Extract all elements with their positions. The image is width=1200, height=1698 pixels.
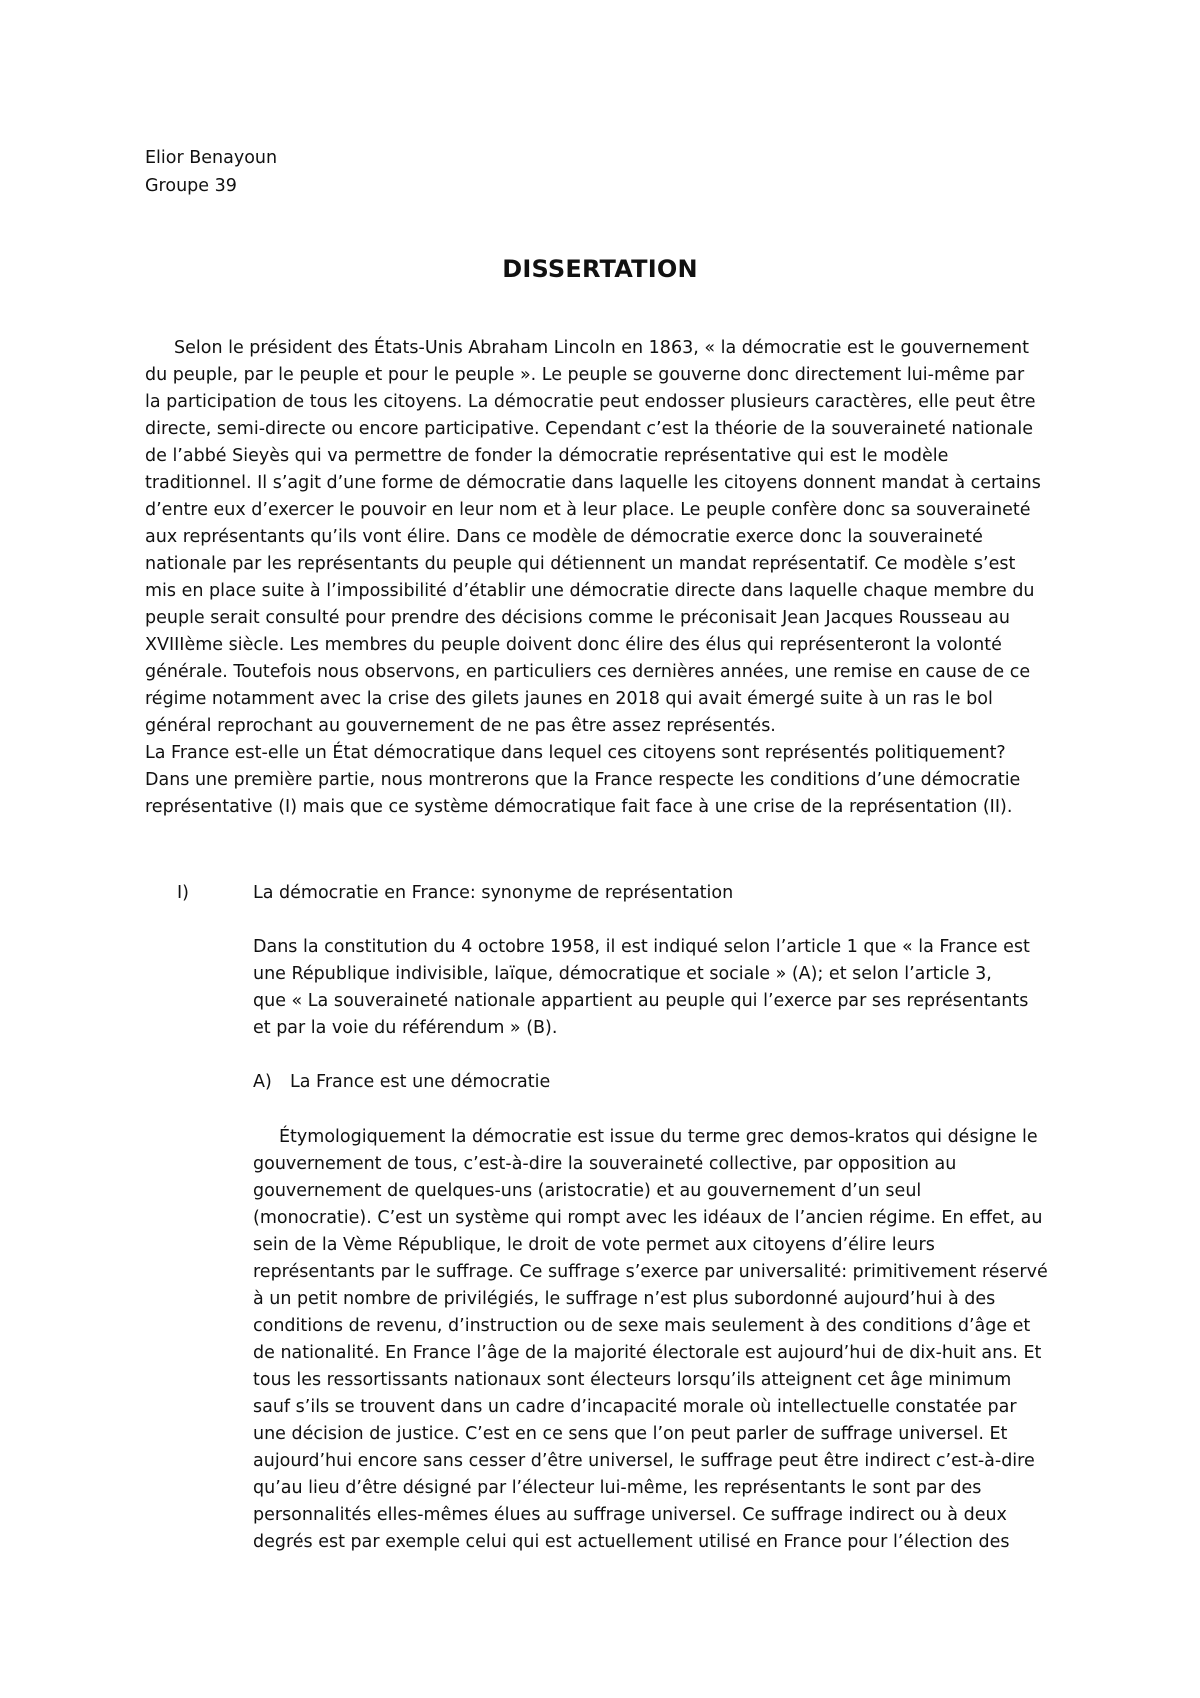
text-line: d’entre eux d’exercer le pouvoir en leur nom et à leur place. Le peuple confère donc sa souveraineté <box>145 500 1031 520</box>
text-line: peuple serait consulté pour prendre des décisions comme le préconisait Jean Jacques Rousseau au <box>145 608 1010 628</box>
text-line: qu’au lieu d’être désigné par l’électeur lui-même, les représentants le sont par des <box>253 1478 982 1498</box>
text-line: gouvernement de quelques-uns (aristocratie) et au gouvernement d’un seul <box>253 1181 922 1201</box>
text-line: Dans la constitution du 4 octobre 1958, il est indiqué selon l’article 1 que « la France est <box>253 937 1030 957</box>
text-line: XVIIIème siècle. Les membres du peuple doivent donc élire des élus qui représenteront la volonté <box>145 635 1002 655</box>
text-line: de nationalité. En France l’âge de la majorité électorale est aujourd’hui de dix-huit ans. Et <box>253 1343 1042 1363</box>
text-line: une République indivisible, laïque, démocratique et sociale » (A); et selon l’article 3, <box>253 964 992 984</box>
document-title: DISSERTATION <box>502 255 698 283</box>
text-line: à un petit nombre de privilégiés, le suffrage n’est plus subordonné aujourd’hui à des <box>253 1289 996 1309</box>
text-line: sein de la Vème République, le droit de vote permet aux citoyens d’élire leurs <box>253 1235 935 1255</box>
text-line: générale. Toutefois nous observons, en particuliers ces dernières années, une remise en cause de ce <box>145 662 1031 682</box>
text-line: Selon le président des États-Unis Abraham Lincoln en 1863, « la démocratie est le gouvernement <box>174 338 1030 358</box>
text-line: du peuple, par le peuple et pour le peuple ». Le peuple se gouverne donc directement lui-même par <box>145 365 1025 385</box>
text-line: sauf s’ils se trouvent dans un cadre d’incapacité morale où intellectuelle constatée par <box>253 1397 1017 1417</box>
text-line: directe, semi-directe ou encore participative. Cependant c’est la théorie de la souveraineté nationale <box>145 419 1034 439</box>
text-line: général reprochant au gouvernement de ne pas être assez représentés. <box>145 716 776 736</box>
text-line: que « La souveraineté nationale appartient au peuple qui l’exerce par ses représentants <box>253 991 1029 1011</box>
text-line: La France est-elle un État démocratique dans lequel ces citoyens sont représentés politiquement? <box>145 743 1006 763</box>
text-line: gouvernement de tous, c’est-à-dire la souveraineté collective, par opposition au <box>253 1154 957 1174</box>
text-line: une décision de justice. C’est en ce sens que l’on peut parler de suffrage universel. Et <box>253 1424 1008 1444</box>
text-line: de l’abbé Sieyès qui va permettre de fonder la démocratie représentative qui est le modèle <box>145 446 949 466</box>
text-line: Dans une première partie, nous montrerons que la France respecte les conditions d’une démocratie <box>145 770 1021 790</box>
part-heading: La démocratie en France: synonyme de représentation <box>253 883 734 903</box>
text-line: la participation de tous les citoyens. La démocratie peut endosser plusieurs caractères, elle peut être <box>145 392 1036 412</box>
section-heading: La France est une démocratie <box>290 1072 551 1092</box>
text-line: représentants par le suffrage. Ce suffrage s’exerce par universalité: primitivement réservé <box>253 1262 1048 1282</box>
text-line: aux représentants qu’ils vont élire. Dans ce modèle de démocratie exerce donc la souveraineté <box>145 527 983 547</box>
text-line: tous les ressortissants nationaux sont électeurs lorsqu’ils atteignent cet âge minimum <box>253 1370 1012 1390</box>
text-line: mis en place suite à l’impossibilité d’établir une démocratie directe dans laquelle chaque membre du <box>145 581 1035 601</box>
group-label: Groupe 39 <box>145 176 237 196</box>
text-line: traditionnel. Il s’agit d’une forme de démocratie dans laquelle les citoyens donnent mandat à certains <box>145 473 1041 493</box>
text-line: nationale par les représentants du peuple qui détiennent un mandat représentatif. Ce modèle s’est <box>145 554 1016 574</box>
text-line: conditions de revenu, d’instruction ou de sexe mais seulement à des conditions d’âge et <box>253 1316 1031 1336</box>
part-numeral: I) <box>177 883 189 903</box>
text-line: personnalités elles-mêmes élues au suffrage universel. Ce suffrage indirect ou à deux <box>253 1505 1007 1525</box>
text-line: aujourd’hui encore sans cesser d’être universel, le suffrage peut être indirect c’est-à-dire <box>253 1451 1035 1471</box>
text-line: représentative (I) mais que ce système démocratique fait face à une crise de la représentation (II). <box>145 797 1013 817</box>
text-line: et par la voie du référendum » (B). <box>253 1018 558 1038</box>
text-line: degrés est par exemple celui qui est actuellement utilisé en France pour l’élection des <box>253 1532 1010 1552</box>
text-line: Étymologiquement la démocratie est issue du terme grec demos-kratos qui désigne le <box>279 1127 1038 1147</box>
text-line: régime notamment avec la crise des gilets jaunes en 2018 qui avait émergé suite à un ras le bol <box>145 689 993 709</box>
section-letter: A) <box>253 1072 272 1092</box>
text-line: (monocratie). C’est un système qui rompt avec les idéaux de l’ancien régime. En effet, au <box>253 1208 1043 1228</box>
author-name: Elior Benayoun <box>145 148 278 168</box>
